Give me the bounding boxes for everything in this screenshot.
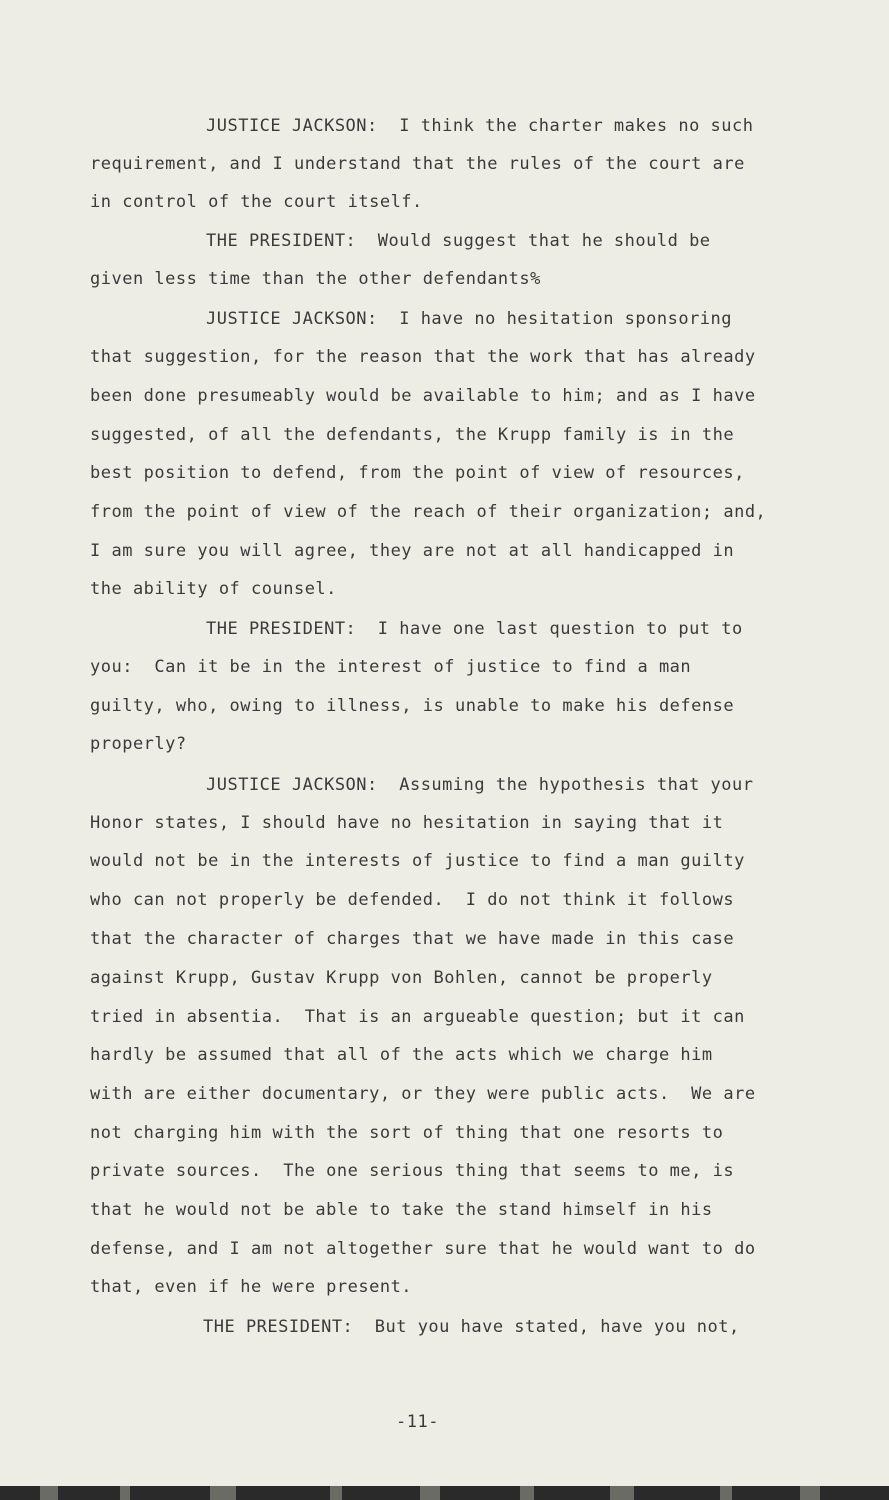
text-line: that suggestion, for the reason that the work that has already — [90, 347, 756, 367]
text-line: I am sure you will agree, they are not at all handicapped in — [90, 541, 735, 561]
text-line: THE PRESIDENT: Would suggest that he should be — [206, 231, 711, 251]
text-line: not charging him with the sort of thing that one resorts to — [90, 1123, 724, 1143]
text-line: from the point of view of the reach of their organization; and, — [90, 502, 767, 522]
text-line: would not be in the interests of justice to find a man guilty — [90, 851, 745, 871]
text-line: against Krupp, Gustav Krupp von Bohlen, cannot be properly — [90, 968, 713, 988]
text-line: JUSTICE JACKSON: Assuming the hypothesis that your — [206, 775, 754, 795]
text-line: best position to defend, from the point of view of resources, — [90, 463, 745, 483]
text-line: THE PRESIDENT: I have one last question to put to — [206, 619, 743, 639]
text-line: who can not properly be defended. I do not think it follows — [90, 890, 735, 910]
text-line: JUSTICE JACKSON: I think the charter makes no such — [206, 116, 754, 136]
text-line: defense, and I am not altogether sure that he would want to do — [90, 1239, 756, 1259]
text-line: requirement, and I understand that the rules of the court are — [90, 154, 745, 174]
text-line: hardly be assumed that all of the acts which we charge him — [90, 1045, 713, 1065]
page-number: -11- — [396, 1412, 439, 1432]
text-line: tried in absentia. That is an argueable question; but it can — [90, 1007, 745, 1027]
text-line: the ability of counsel. — [90, 579, 337, 599]
text-line: that, even if he were present. — [90, 1277, 413, 1297]
text-line: THE PRESIDENT: But you have stated, have you not, — [203, 1317, 740, 1337]
text-line: with are either documentary, or they were public acts. We are — [90, 1084, 756, 1104]
text-line: been done presumeably would be available to him; and as I have — [90, 386, 756, 406]
text-line: suggested, of all the defendants, the Krupp family is in the — [90, 425, 735, 445]
text-line: guilty, who, owing to illness, is unable to make his defense — [90, 696, 735, 716]
text-line: you: Can it be in the interest of justice to find a man — [90, 657, 692, 677]
scan-border — [0, 1486, 889, 1500]
text-line: JUSTICE JACKSON: I have no hesitation sponsoring — [206, 309, 733, 329]
text-line: that he would not be able to take the stand himself in his — [90, 1200, 713, 1220]
text-line: private sources. The one serious thing that seems to me, is — [90, 1161, 735, 1181]
text-line: Honor states, I should have no hesitation in saying that it — [90, 813, 724, 833]
text-line: given less time than the other defendants% — [90, 269, 541, 289]
text-line: that the character of charges that we have made in this case — [90, 929, 735, 949]
text-line: properly? — [90, 734, 187, 754]
text-line: in control of the court itself. — [90, 192, 423, 212]
